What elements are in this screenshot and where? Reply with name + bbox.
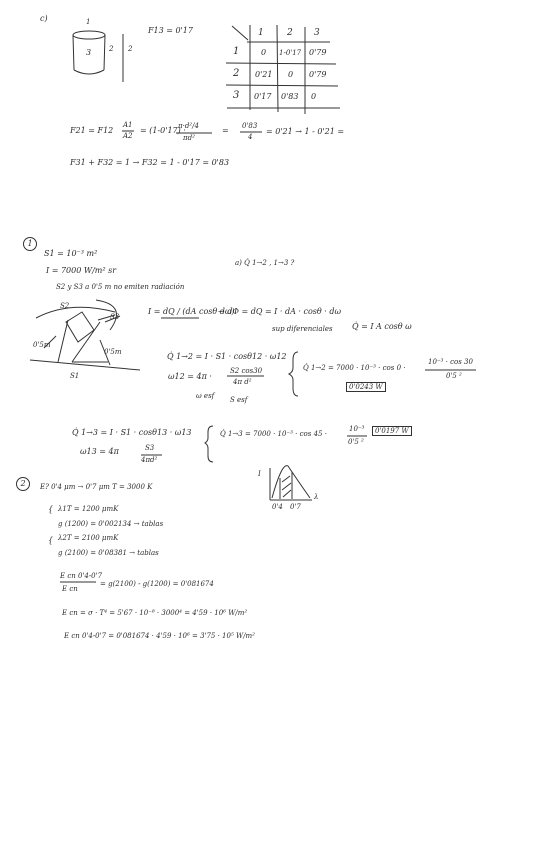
table-header-2: 2 <box>287 28 293 38</box>
q12-value-den: 0'5 ² <box>446 372 462 380</box>
q13-value-num: 10⁻³ <box>349 425 365 433</box>
sphere-figure <box>30 300 140 370</box>
lambda2-t: λ2T = 2100 μmK <box>58 534 119 542</box>
s-esf: S esf <box>230 396 248 404</box>
q13-value-lhs: Q̇ 1→3 = 7000 · 10⁻³ · cos 45 · <box>220 430 327 438</box>
f13-value: F13 = 0'17 <box>148 26 193 35</box>
table-cell: 0 <box>311 92 317 101</box>
table-header-3: 3 <box>314 28 320 38</box>
blackbody-emission: E cn = σ · T⁴ = 5'67 · 10⁻⁸ · 3000⁴ = 4'59 · 10⁶ W/m² <box>62 609 248 617</box>
graph-x-label: λ <box>314 493 319 501</box>
brace-1: { <box>48 505 54 514</box>
table-row-label-3: 3 <box>233 90 240 101</box>
q-simple: Q̇ = I A cosθ ω <box>352 322 412 331</box>
f31-line: F31 + F32 = 1 → F32 = 1 - 0'17 = 0'83 <box>70 158 230 167</box>
g-1200: g (1200) = 0'002134 → tablas <box>58 520 164 528</box>
final-emission: E cn 0'4-0'7 = 0'081674 · 4'59 · 10⁶ = 3'75 · 10⁵ W/m² <box>64 632 255 640</box>
flux-chain: → dΦ = dQ = I · dA · cosθ · dω <box>218 307 341 316</box>
height-label: 2 <box>128 45 133 53</box>
intensity-definition: I = dQ / (dA cosθ dω) <box>148 307 235 316</box>
table-row-label-2: 2 <box>233 68 240 79</box>
cylinder-mid-label: 3 <box>86 48 92 57</box>
fig-label-s1: S1 <box>70 372 80 380</box>
table-row-label-1: 1 <box>233 46 240 57</box>
energy-fraction-den: E cn <box>62 585 78 593</box>
eq-mid: = (1-0'17) · <box>140 126 186 135</box>
q13-value-den: 0'5 ² <box>348 438 364 446</box>
s2-s3-note: S2 y S3 a 0'5 m no emiten radiación <box>56 283 185 291</box>
brace-2: { <box>48 536 54 545</box>
table-cell: 0'83 <box>281 92 299 101</box>
energy-fraction-num: E cn 0'4-0'7 <box>60 572 103 580</box>
q13-result: 0'0197 W <box>372 426 412 436</box>
table-header-1: 1 <box>258 28 264 38</box>
g-2100: g (2100) = 0'08381 → tablas <box>58 549 159 557</box>
graph-tick-2: 0'7 <box>290 503 301 511</box>
q12-value-lhs: Q̇ 1→2 = 7000 · 10⁻³ · cos 0 · <box>303 364 406 372</box>
table-cell: 0'17 <box>254 92 272 101</box>
intensity: I = 7000 W/m² sr <box>46 266 117 275</box>
lambda1-t: λ1T = 1200 μmK <box>58 505 119 513</box>
part-a-question: a) Q̇ 1→2 , 1→3 ? <box>235 259 295 267</box>
f21-lhs: F21 = F12 <box>70 126 114 135</box>
table-cell: 0'79 <box>309 48 327 57</box>
fig-label-radius-2: 0'5m <box>104 348 122 356</box>
table-cell: 0 <box>261 48 267 57</box>
problem-2-number: 2 <box>16 477 30 491</box>
table-cell: 1-0'17 <box>279 49 302 57</box>
fig-label-radius-1: 0'5m <box>33 341 51 349</box>
energy-fraction-rhs: = g(2100) - g(1200) = 0'081674 <box>100 580 214 588</box>
fig-label-s3: S3 <box>110 313 120 321</box>
frac-a-den: A2 <box>123 132 133 140</box>
planck-graph <box>270 466 312 500</box>
problem-2-header: E? 0'4 μm → 0'7 μm T = 3000 K <box>40 483 153 491</box>
frac-b-den: πd² <box>183 134 195 142</box>
cylinder-side-label: 2 <box>109 45 114 53</box>
frac-a-num: A1 <box>123 121 133 129</box>
graph-tick-1: 0'4 <box>272 503 283 511</box>
table-cell: 0 <box>288 70 294 79</box>
graph-y-label: I <box>258 470 261 478</box>
q12-value-num: 10⁻³ · cos 30 <box>428 358 473 366</box>
q12-formula: Q̇ 1→2 = I · S1 · cosθ12 · ω12 <box>167 352 287 361</box>
cylinder-top-label: 1 <box>86 18 91 26</box>
eq-tail: = 0'21 → 1 - 0'21 = <box>266 127 345 136</box>
w12-den: 4π d² <box>233 378 252 386</box>
omega-esf: ω esf <box>196 392 215 400</box>
w12-lhs: ω12 = 4π · <box>168 372 212 381</box>
q12-result: 0'0243 W <box>346 382 386 392</box>
q13-formula: Q̇ 1→3 = I · S1 · cosθ13 · ω13 <box>72 428 192 437</box>
sup-diferenciales: sup diferenciales <box>272 325 333 333</box>
w13-num: S3 <box>145 444 155 452</box>
s1-area: S1 = 10⁻³ m² <box>44 249 98 258</box>
cylinder-figure <box>73 31 123 82</box>
fig-label-s2: S2 <box>60 302 70 310</box>
frac-c-den: 4 <box>248 133 253 141</box>
table-cell: 0'79 <box>309 70 327 79</box>
table-cell: 0'21 <box>255 70 273 79</box>
w12-num: S2 cos30 <box>230 367 263 375</box>
frac-c-num: 0'83 <box>242 122 258 130</box>
eq-equals: = <box>222 126 229 135</box>
w13-lhs: ω13 = 4π <box>80 447 119 456</box>
problem-1-number: 1 <box>23 237 37 251</box>
w13-den: 4πd² <box>141 456 158 464</box>
frac-b-num: π·d²/4 <box>178 122 199 130</box>
part-c-label: c) <box>40 14 48 23</box>
